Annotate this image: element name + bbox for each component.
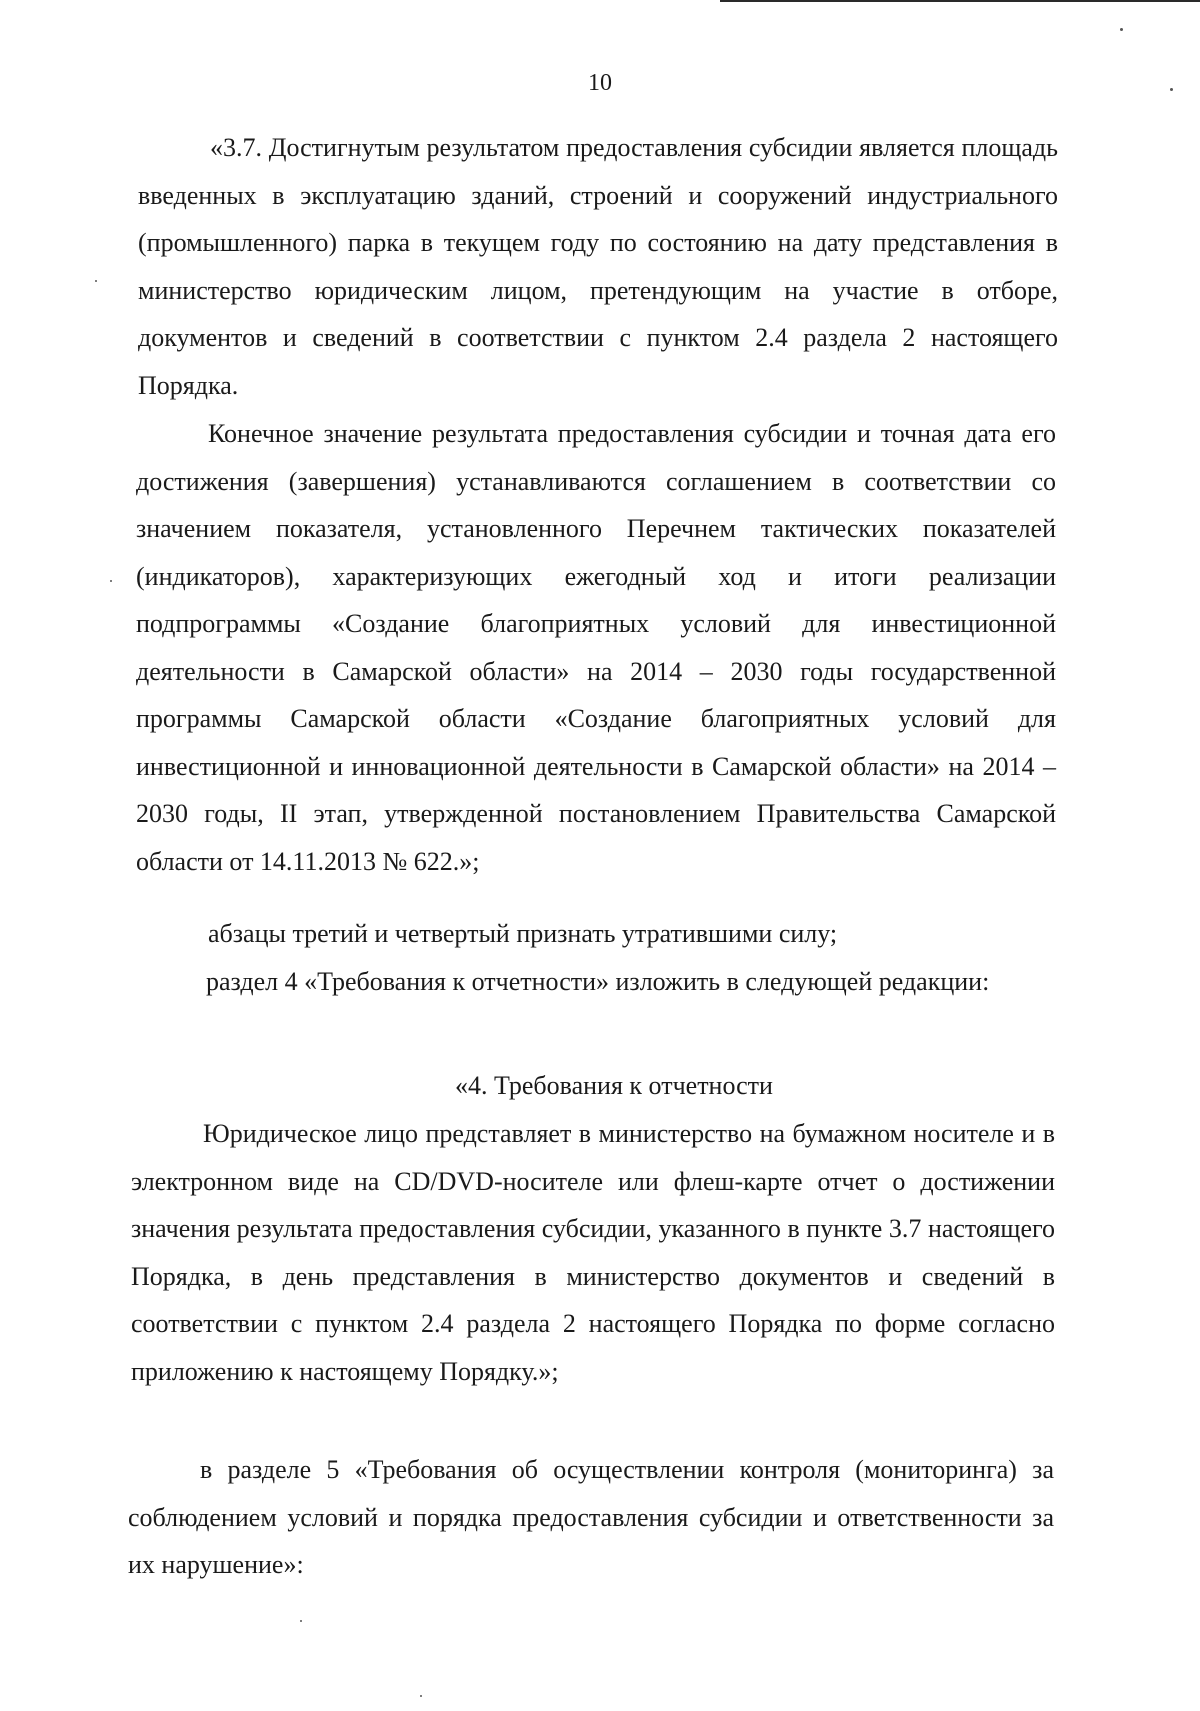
section-heading: «4. Требования к отчетности [455,1071,773,1100]
scan-speck [95,280,97,282]
scan-speck [1120,28,1123,31]
scan-border-line [720,0,1200,2]
paragraph-repeal: абзацы третий и четвертый признать утратившими силу; [208,919,838,948]
paragraph-section-5: в разделе 5 «Требования об осуществлении контроля (мониторинга) за соблюдением условий и порядка предоставления субсидии и ответственности за их нарушение»: [128,1455,1054,1579]
scan-speck [1170,88,1173,91]
paragraph-reporting: Юридическое лицо представляет в министерство на бумажном носителе и в электронном виде на CD/DVD-носителе или флеш-карте отчет о достижении значения результата предоставления субсидии, указанного в пункте 3.7 настоящего Порядка, в день представления в министерство документов и сведений в соответствии с пунктом 2.4 раздела 2 настоящего Порядка по форме согласно приложению к настоящему Порядку.»; [131,1119,1055,1386]
scan-speck [420,1695,422,1697]
scan-speck [300,1620,302,1622]
paragraph-3-7: «3.7. Достигнутым результатом предоставления субсидии является площадь введенных в эксплуатацию зданий, строений и сооружений индустриального (промышленного) парка в текущем году по состоянию на дату представления в министерство юридическим лицом, претендующим на участие в отборе, документов и сведений в соответствии с пунктом 2.4 раздела 2 настоящего Порядка. [138,133,1058,400]
paragraph-final-value: Конечное значение результата предоставления субсидии и точная дата его достижения (завершения) устанавливаются соглашением в соответствии со значением показателя, установленного Перечнем тактических показателей (индикаторов), характеризующих ежегодный ход и итоги реализации подпрограммы «Создание благоприятных условий для инвестиционной деятельности в Самарской области» на 2014 – 2030 годы государственной программы Самарской области «Создание благоприятных условий для инвестиционной и инновационной деятельности в Самарской области» на 2014 – 2030 годы, II этап, утвержденной постановлением Правительства Самарской области от 14.11.2013 № 622.»; [136,419,1056,876]
paragraph-section-4-edit: раздел 4 «Требования к отчетности» изложить в следующей редакции: [206,967,990,996]
page-number: 10 [588,70,612,96]
scan-speck [110,580,112,582]
